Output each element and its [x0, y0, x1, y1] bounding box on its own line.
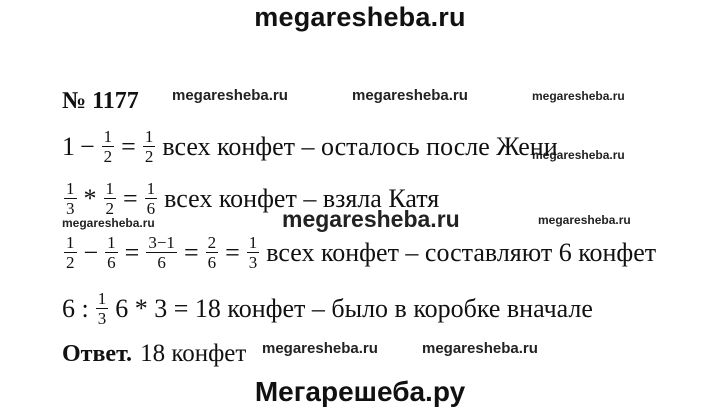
- watermark: megaresheba.ru: [172, 87, 288, 104]
- fraction: [143, 128, 156, 165]
- denominator: 3: [66, 199, 75, 218]
- solution-line-4: [62, 290, 593, 327]
- operator: *: [83, 183, 97, 213]
- denominator: 2: [105, 199, 114, 218]
- fraction: [145, 180, 158, 217]
- line-text: всех конфет – осталось после Жени: [162, 131, 558, 161]
- watermark: megaresheba.ru: [282, 206, 460, 232]
- fraction: [104, 180, 117, 217]
- fraction: [105, 234, 118, 271]
- line-text: 6 * 3 = 18 конфет – было в коробке вначале: [115, 293, 593, 323]
- solution-line-3: [62, 234, 656, 271]
- numerator: 1: [248, 233, 258, 252]
- denominator: 2: [144, 147, 154, 166]
- denominator: 6: [157, 253, 166, 272]
- denominator: 3: [248, 253, 258, 272]
- numerator: 2: [207, 233, 217, 252]
- denominator: 2: [103, 147, 113, 166]
- numerator: 1: [144, 127, 154, 146]
- watermark: megaresheba.ru: [262, 340, 378, 357]
- denominator: 6: [207, 253, 217, 272]
- fraction: [146, 234, 177, 271]
- number: 1: [62, 131, 75, 161]
- numerator: 1: [103, 127, 113, 146]
- fraction: [64, 180, 77, 217]
- watermark: megaresheba.ru: [538, 213, 631, 227]
- fraction: [247, 234, 260, 271]
- numerator: 1: [146, 179, 156, 198]
- watermark: megaresheba.ru: [352, 87, 468, 104]
- operator: =: [225, 237, 240, 267]
- fraction: [102, 128, 115, 165]
- watermark: megaresheba.ru: [532, 148, 625, 162]
- site-header[interactable]: megaresheba.ru: [254, 2, 466, 32]
- numerator: 1: [66, 179, 75, 198]
- line-text: всех конфет – составляют 6 конфет: [266, 237, 657, 267]
- fraction: [96, 290, 109, 327]
- watermark: megaresheba.ru: [62, 216, 155, 230]
- numerator: 1: [107, 233, 116, 252]
- numerator: 3−1: [148, 233, 175, 252]
- answer-value: 18 конфет: [140, 340, 247, 367]
- denominator: 2: [66, 253, 75, 272]
- denominator: 6: [146, 199, 156, 218]
- site-footer[interactable]: Мегарешеба.ру: [254, 376, 466, 407]
- problem-number: № 1177: [62, 88, 139, 114]
- operator: =: [124, 237, 140, 267]
- numerator: 1: [105, 179, 114, 198]
- solution-line-1: [62, 128, 558, 165]
- solution-line-2: [62, 180, 439, 217]
- watermark: megaresheba.ru: [422, 340, 538, 357]
- watermark: megaresheba.ru: [532, 89, 625, 103]
- numerator: 1: [66, 233, 75, 252]
- operator: −: [83, 237, 99, 267]
- fraction: [206, 234, 219, 271]
- numerator: 1: [97, 289, 107, 308]
- denominator: 6: [107, 253, 116, 272]
- operator: −: [80, 131, 95, 161]
- number: 6 :: [62, 293, 89, 323]
- denominator: 3: [97, 309, 107, 328]
- answer-label: Ответ.: [62, 341, 133, 367]
- operator: =: [183, 237, 199, 267]
- fraction: [64, 234, 77, 271]
- line-text: всех конфет – взяла Катя: [164, 183, 440, 213]
- operator: =: [121, 131, 136, 161]
- answer-line: [62, 340, 246, 368]
- operator: =: [123, 183, 138, 213]
